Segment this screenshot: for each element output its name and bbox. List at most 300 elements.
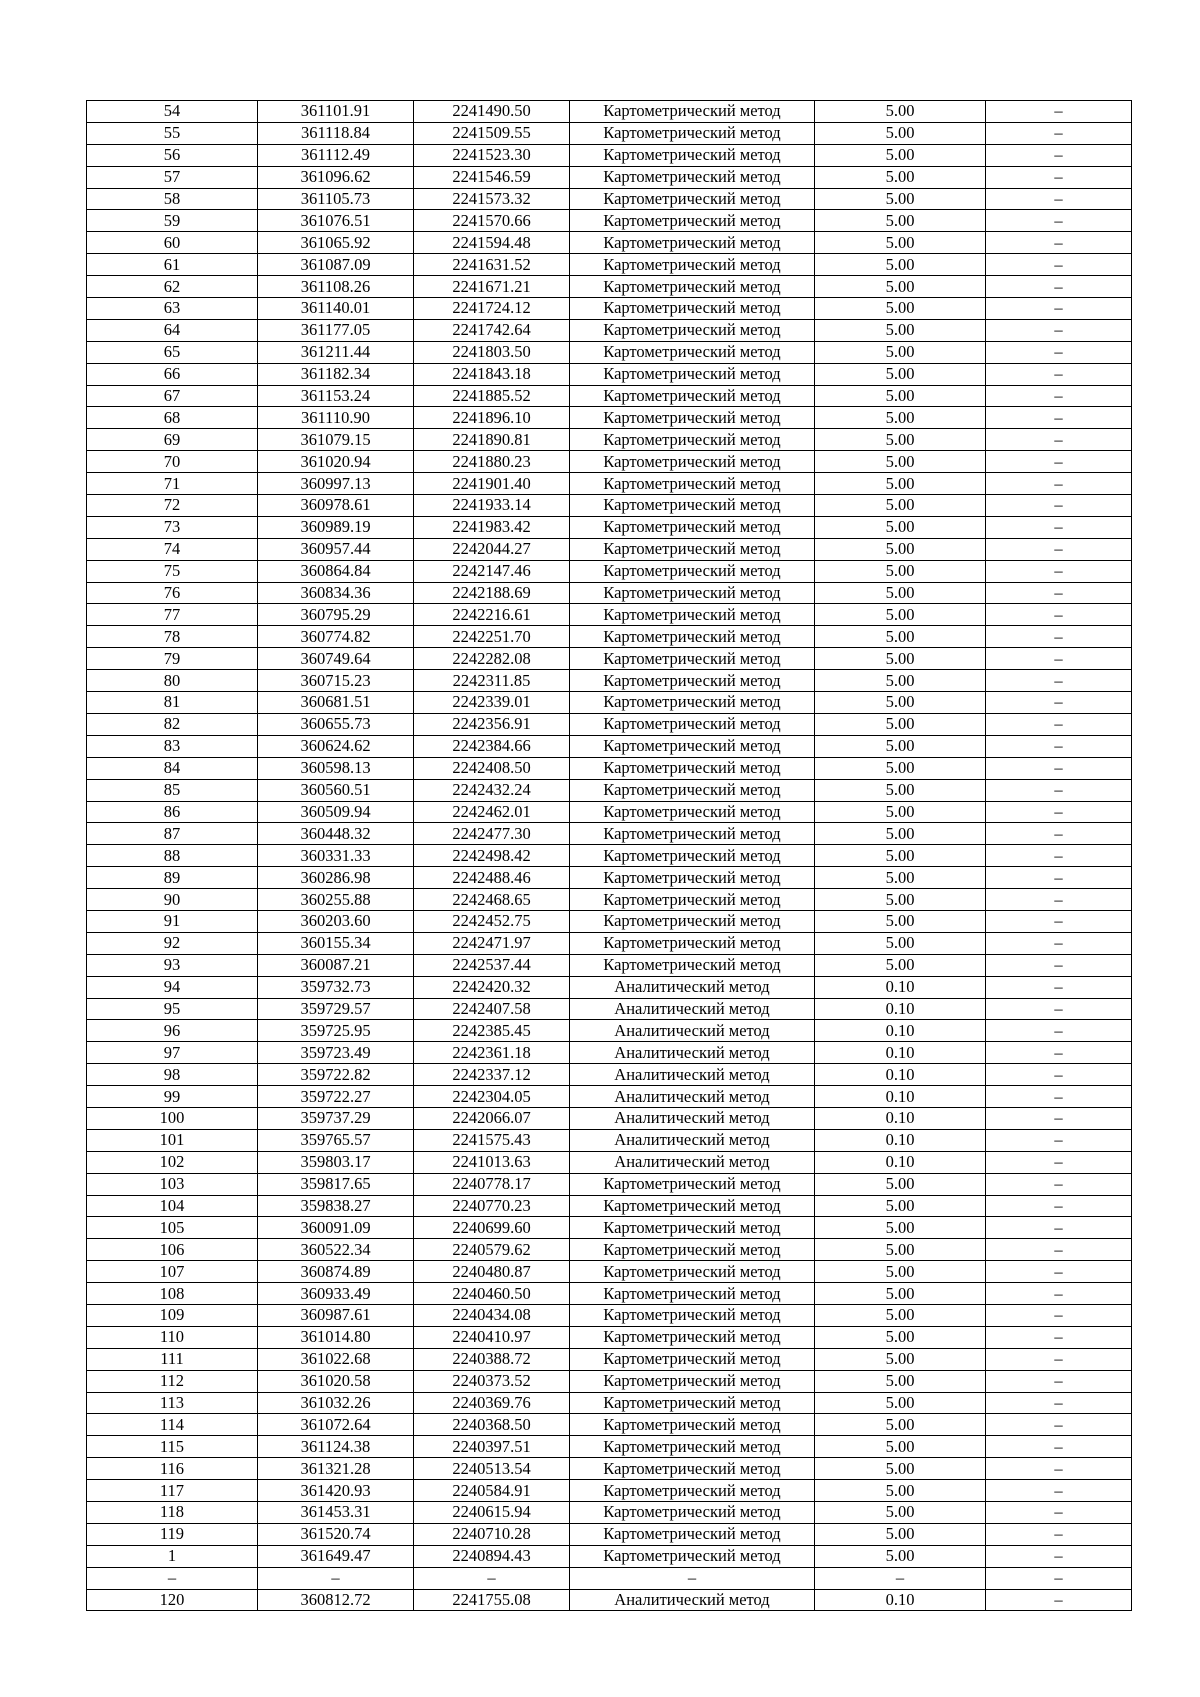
method-cell: Картометрический метод bbox=[570, 451, 815, 473]
y-coordinate-cell: 2241755.08 bbox=[414, 1589, 570, 1611]
method-cell: Картометрический метод bbox=[570, 560, 815, 582]
accuracy-cell: 5.00 bbox=[815, 910, 986, 932]
x-coordinate-cell: 360812.72 bbox=[258, 1589, 414, 1611]
accuracy-cell: 5.00 bbox=[815, 889, 986, 911]
x-coordinate-cell: 360864.84 bbox=[258, 560, 414, 582]
method-cell: Аналитический метод bbox=[570, 998, 815, 1020]
x-coordinate-cell: 359803.17 bbox=[258, 1151, 414, 1173]
description-cell: – bbox=[986, 1348, 1132, 1370]
point-number-cell: 57 bbox=[87, 166, 258, 188]
x-coordinate-cell: 360255.88 bbox=[258, 889, 414, 911]
table-row bbox=[87, 1414, 1132, 1436]
x-coordinate-cell: 360203.60 bbox=[258, 910, 414, 932]
accuracy-cell: 0.10 bbox=[815, 976, 986, 998]
accuracy-cell: 5.00 bbox=[815, 144, 986, 166]
point-number-cell: 67 bbox=[87, 385, 258, 407]
description-cell: – bbox=[986, 516, 1132, 538]
description-cell: – bbox=[986, 1239, 1132, 1261]
method-cell: Картометрический метод bbox=[570, 1239, 815, 1261]
x-coordinate-cell: 361211.44 bbox=[258, 341, 414, 363]
table-row bbox=[87, 298, 1132, 320]
coordinates-table bbox=[86, 100, 1132, 1611]
table-row bbox=[87, 757, 1132, 779]
y-coordinate-cell: 2242537.44 bbox=[414, 954, 570, 976]
accuracy-cell: 5.00 bbox=[815, 604, 986, 626]
point-number-cell: 117 bbox=[87, 1480, 258, 1502]
method-cell: Картометрический метод bbox=[570, 910, 815, 932]
table-row bbox=[87, 341, 1132, 363]
description-cell: – bbox=[986, 823, 1132, 845]
y-coordinate-cell: 2241570.66 bbox=[414, 210, 570, 232]
accuracy-cell: 5.00 bbox=[815, 757, 986, 779]
point-number-cell: 81 bbox=[87, 692, 258, 714]
y-coordinate-cell: 2241843.18 bbox=[414, 363, 570, 385]
method-cell: Картометрический метод bbox=[570, 495, 815, 517]
x-coordinate-cell: 361140.01 bbox=[258, 298, 414, 320]
y-coordinate-cell: 2242384.66 bbox=[414, 735, 570, 757]
accuracy-cell: 5.00 bbox=[815, 298, 986, 320]
accuracy-cell: 5.00 bbox=[815, 495, 986, 517]
method-cell: Картометрический метод bbox=[570, 1348, 815, 1370]
point-number-cell: 115 bbox=[87, 1436, 258, 1458]
accuracy-cell: 5.00 bbox=[815, 1326, 986, 1348]
y-coordinate-cell: 2240480.87 bbox=[414, 1261, 570, 1283]
method-cell: Картометрический метод bbox=[570, 867, 815, 889]
table-row bbox=[87, 1545, 1132, 1567]
y-coordinate-cell: 2242420.32 bbox=[414, 976, 570, 998]
accuracy-cell: 5.00 bbox=[815, 648, 986, 670]
method-cell: Картометрический метод bbox=[570, 692, 815, 714]
point-number-cell: 89 bbox=[87, 867, 258, 889]
y-coordinate-cell: 2241983.42 bbox=[414, 516, 570, 538]
y-coordinate-cell: 2242304.05 bbox=[414, 1086, 570, 1108]
y-coordinate-cell: 2242147.46 bbox=[414, 560, 570, 582]
table-row bbox=[87, 101, 1132, 123]
y-coordinate-cell: 2241724.12 bbox=[414, 298, 570, 320]
table-row bbox=[87, 1107, 1132, 1129]
x-coordinate-cell: 360155.34 bbox=[258, 932, 414, 954]
accuracy-cell: 5.00 bbox=[815, 407, 986, 429]
accuracy-cell: 5.00 bbox=[815, 823, 986, 845]
method-cell: Картометрический метод bbox=[570, 1195, 815, 1217]
accuracy-cell: 5.00 bbox=[815, 1239, 986, 1261]
x-coordinate-cell: 361087.09 bbox=[258, 254, 414, 276]
y-coordinate-cell: 2242408.50 bbox=[414, 757, 570, 779]
x-coordinate-cell: 360834.36 bbox=[258, 582, 414, 604]
description-cell: – bbox=[986, 166, 1132, 188]
table-row bbox=[87, 254, 1132, 276]
method-cell: Картометрический метод bbox=[570, 648, 815, 670]
method-cell: Картометрический метод bbox=[570, 779, 815, 801]
x-coordinate-cell: 360598.13 bbox=[258, 757, 414, 779]
point-number-cell: 90 bbox=[87, 889, 258, 911]
table-row bbox=[87, 626, 1132, 648]
description-cell: – bbox=[986, 867, 1132, 889]
method-cell: Картометрический метод bbox=[570, 801, 815, 823]
method-cell: Картометрический метод bbox=[570, 210, 815, 232]
description-cell: – bbox=[986, 1545, 1132, 1567]
method-cell: Картометрический метод bbox=[570, 626, 815, 648]
point-number-cell: 118 bbox=[87, 1502, 258, 1524]
x-coordinate-cell: 359729.57 bbox=[258, 998, 414, 1020]
y-coordinate-cell: 2241490.50 bbox=[414, 101, 570, 123]
method-cell: Картометрический метод bbox=[570, 1392, 815, 1414]
table-row bbox=[87, 385, 1132, 407]
y-coordinate-cell: 2240579.62 bbox=[414, 1239, 570, 1261]
y-coordinate-cell: 2240397.51 bbox=[414, 1436, 570, 1458]
table-row bbox=[87, 867, 1132, 889]
description-cell: – bbox=[986, 188, 1132, 210]
description-cell: – bbox=[986, 932, 1132, 954]
accuracy-cell: 0.10 bbox=[815, 1042, 986, 1064]
description-cell: – bbox=[986, 604, 1132, 626]
method-cell: Картометрический метод bbox=[570, 1283, 815, 1305]
x-coordinate-cell: 360957.44 bbox=[258, 538, 414, 560]
x-coordinate-cell: 360560.51 bbox=[258, 779, 414, 801]
method-cell: Картометрический метод bbox=[570, 1217, 815, 1239]
y-coordinate-cell: 2240513.54 bbox=[414, 1458, 570, 1480]
method-cell: Картометрический метод bbox=[570, 538, 815, 560]
table-row bbox=[87, 779, 1132, 801]
x-coordinate-cell: 361032.26 bbox=[258, 1392, 414, 1414]
accuracy-cell: 5.00 bbox=[815, 1173, 986, 1195]
table-row bbox=[87, 954, 1132, 976]
description-cell: – bbox=[986, 910, 1132, 932]
method-cell: Картометрический метод bbox=[570, 1173, 815, 1195]
y-coordinate-cell: 2241573.32 bbox=[414, 188, 570, 210]
table-row bbox=[87, 188, 1132, 210]
point-number-cell: 83 bbox=[87, 735, 258, 757]
point-number-cell: 77 bbox=[87, 604, 258, 626]
table-row bbox=[87, 604, 1132, 626]
y-coordinate-cell: 2241885.52 bbox=[414, 385, 570, 407]
y-coordinate-cell: 2240615.94 bbox=[414, 1502, 570, 1524]
description-cell: – bbox=[986, 648, 1132, 670]
y-coordinate-cell: 2242339.01 bbox=[414, 692, 570, 714]
x-coordinate-cell: 360749.64 bbox=[258, 648, 414, 670]
table-row bbox=[87, 713, 1132, 735]
y-coordinate-cell: 2241631.52 bbox=[414, 254, 570, 276]
x-coordinate-cell: 361112.49 bbox=[258, 144, 414, 166]
point-number-cell: 55 bbox=[87, 122, 258, 144]
y-coordinate-cell: 2241890.81 bbox=[414, 429, 570, 451]
description-cell: – bbox=[986, 254, 1132, 276]
x-coordinate-cell: – bbox=[258, 1567, 414, 1589]
x-coordinate-cell: 361020.58 bbox=[258, 1370, 414, 1392]
x-coordinate-cell: 360286.98 bbox=[258, 867, 414, 889]
table-row bbox=[87, 1283, 1132, 1305]
point-number-cell: 113 bbox=[87, 1392, 258, 1414]
accuracy-cell: 5.00 bbox=[815, 582, 986, 604]
point-number-cell: 59 bbox=[87, 210, 258, 232]
method-cell: Картометрический метод bbox=[570, 1436, 815, 1458]
point-number-cell: 107 bbox=[87, 1261, 258, 1283]
table-row bbox=[87, 122, 1132, 144]
description-cell: – bbox=[986, 1283, 1132, 1305]
y-coordinate-cell: 2242066.07 bbox=[414, 1107, 570, 1129]
y-coordinate-cell: 2241523.30 bbox=[414, 144, 570, 166]
x-coordinate-cell: 361182.34 bbox=[258, 363, 414, 385]
x-coordinate-cell: 360448.32 bbox=[258, 823, 414, 845]
x-coordinate-cell: 361101.91 bbox=[258, 101, 414, 123]
description-cell: – bbox=[986, 122, 1132, 144]
y-coordinate-cell: 2241509.55 bbox=[414, 122, 570, 144]
x-coordinate-cell: 361079.15 bbox=[258, 429, 414, 451]
method-cell: Картометрический метод bbox=[570, 1304, 815, 1326]
x-coordinate-cell: 359723.49 bbox=[258, 1042, 414, 1064]
x-coordinate-cell: 361072.64 bbox=[258, 1414, 414, 1436]
table-row bbox=[87, 363, 1132, 385]
accuracy-cell: 5.00 bbox=[815, 101, 986, 123]
accuracy-cell: 5.00 bbox=[815, 538, 986, 560]
accuracy-cell: 5.00 bbox=[815, 779, 986, 801]
x-coordinate-cell: 361124.38 bbox=[258, 1436, 414, 1458]
description-cell: – bbox=[986, 232, 1132, 254]
description-cell: – bbox=[986, 210, 1132, 232]
point-number-cell: 93 bbox=[87, 954, 258, 976]
method-cell: Картометрический метод bbox=[570, 1326, 815, 1348]
accuracy-cell: 5.00 bbox=[815, 1370, 986, 1392]
method-cell: Картометрический метод bbox=[570, 122, 815, 144]
point-number-cell: 94 bbox=[87, 976, 258, 998]
table-row bbox=[87, 1523, 1132, 1545]
point-number-cell: 119 bbox=[87, 1523, 258, 1545]
x-coordinate-cell: 361110.90 bbox=[258, 407, 414, 429]
description-cell: – bbox=[986, 144, 1132, 166]
method-cell: Картометрический метод bbox=[570, 319, 815, 341]
point-number-cell: 79 bbox=[87, 648, 258, 670]
table-row bbox=[87, 1151, 1132, 1173]
description-cell: – bbox=[986, 1458, 1132, 1480]
table-row bbox=[87, 144, 1132, 166]
point-number-cell: 98 bbox=[87, 1064, 258, 1086]
y-coordinate-cell: 2241896.10 bbox=[414, 407, 570, 429]
y-coordinate-cell: 2240368.50 bbox=[414, 1414, 570, 1436]
y-coordinate-cell: 2242488.46 bbox=[414, 867, 570, 889]
y-coordinate-cell: 2242452.75 bbox=[414, 910, 570, 932]
point-number-cell: 87 bbox=[87, 823, 258, 845]
accuracy-cell: 5.00 bbox=[815, 341, 986, 363]
coordinates-table-body bbox=[87, 101, 1132, 1611]
description-cell: – bbox=[986, 757, 1132, 779]
accuracy-cell: 5.00 bbox=[815, 1348, 986, 1370]
description-cell: – bbox=[986, 1392, 1132, 1414]
method-cell: Аналитический метод bbox=[570, 1129, 815, 1151]
description-cell: – bbox=[986, 692, 1132, 714]
method-cell: Картометрический метод bbox=[570, 757, 815, 779]
description-cell: – bbox=[986, 1589, 1132, 1611]
description-cell: – bbox=[986, 1326, 1132, 1348]
method-cell: Картометрический метод bbox=[570, 144, 815, 166]
description-cell: – bbox=[986, 889, 1132, 911]
point-number-cell: 70 bbox=[87, 451, 258, 473]
description-cell: – bbox=[986, 385, 1132, 407]
point-number-cell: 111 bbox=[87, 1348, 258, 1370]
table-row bbox=[87, 1086, 1132, 1108]
description-cell: – bbox=[986, 319, 1132, 341]
accuracy-cell: 5.00 bbox=[815, 1523, 986, 1545]
point-number-cell: 109 bbox=[87, 1304, 258, 1326]
table-row bbox=[87, 1173, 1132, 1195]
method-cell: Картометрический метод bbox=[570, 254, 815, 276]
y-coordinate-cell: 2240770.23 bbox=[414, 1195, 570, 1217]
description-cell: – bbox=[986, 1173, 1132, 1195]
x-coordinate-cell: 360681.51 bbox=[258, 692, 414, 714]
table-row bbox=[87, 801, 1132, 823]
y-coordinate-cell: 2240369.76 bbox=[414, 1392, 570, 1414]
accuracy-cell: 5.00 bbox=[815, 210, 986, 232]
accuracy-cell: 5.00 bbox=[815, 713, 986, 735]
x-coordinate-cell: 360997.13 bbox=[258, 473, 414, 495]
point-number-cell: 92 bbox=[87, 932, 258, 954]
method-cell: Картометрический метод bbox=[570, 954, 815, 976]
table-row bbox=[87, 319, 1132, 341]
description-cell: – bbox=[986, 1523, 1132, 1545]
description-cell: – bbox=[986, 801, 1132, 823]
accuracy-cell: 0.10 bbox=[815, 1020, 986, 1042]
y-coordinate-cell: 2241803.50 bbox=[414, 341, 570, 363]
point-number-cell: 76 bbox=[87, 582, 258, 604]
point-number-cell: 69 bbox=[87, 429, 258, 451]
point-number-cell: 120 bbox=[87, 1589, 258, 1611]
table-row bbox=[87, 407, 1132, 429]
accuracy-cell: 5.00 bbox=[815, 1283, 986, 1305]
table-row bbox=[87, 910, 1132, 932]
accuracy-cell: 5.00 bbox=[815, 1392, 986, 1414]
table-row bbox=[87, 232, 1132, 254]
table-row bbox=[87, 1458, 1132, 1480]
accuracy-cell: 5.00 bbox=[815, 1458, 986, 1480]
x-coordinate-cell: 361177.05 bbox=[258, 319, 414, 341]
point-number-cell: 63 bbox=[87, 298, 258, 320]
accuracy-cell: 5.00 bbox=[815, 932, 986, 954]
description-cell: – bbox=[986, 1261, 1132, 1283]
point-number-cell: 54 bbox=[87, 101, 258, 123]
x-coordinate-cell: 361014.80 bbox=[258, 1326, 414, 1348]
y-coordinate-cell: 2241742.64 bbox=[414, 319, 570, 341]
method-cell: Картометрический метод bbox=[570, 1545, 815, 1567]
y-coordinate-cell: 2242407.58 bbox=[414, 998, 570, 1020]
description-cell: – bbox=[986, 341, 1132, 363]
method-cell: Картометрический метод bbox=[570, 1370, 815, 1392]
x-coordinate-cell: 359722.82 bbox=[258, 1064, 414, 1086]
method-cell: Картометрический метод bbox=[570, 341, 815, 363]
point-number-cell: 62 bbox=[87, 276, 258, 298]
y-coordinate-cell: 2240434.08 bbox=[414, 1304, 570, 1326]
point-number-cell: 108 bbox=[87, 1283, 258, 1305]
description-cell: – bbox=[986, 582, 1132, 604]
accuracy-cell: 0.10 bbox=[815, 1129, 986, 1151]
table-row bbox=[87, 976, 1132, 998]
point-number-cell: 78 bbox=[87, 626, 258, 648]
method-cell: Картометрический метод bbox=[570, 363, 815, 385]
x-coordinate-cell: 360978.61 bbox=[258, 495, 414, 517]
x-coordinate-cell: 360774.82 bbox=[258, 626, 414, 648]
method-cell: Картометрический метод bbox=[570, 516, 815, 538]
method-cell: Картометрический метод bbox=[570, 1523, 815, 1545]
accuracy-cell: 5.00 bbox=[815, 473, 986, 495]
x-coordinate-cell: 360655.73 bbox=[258, 713, 414, 735]
x-coordinate-cell: 361076.51 bbox=[258, 210, 414, 232]
y-coordinate-cell: 2240710.28 bbox=[414, 1523, 570, 1545]
description-cell: – bbox=[986, 1020, 1132, 1042]
table-row bbox=[87, 495, 1132, 517]
description-cell: – bbox=[986, 779, 1132, 801]
y-coordinate-cell: 2241901.40 bbox=[414, 473, 570, 495]
description-cell: – bbox=[986, 451, 1132, 473]
table-row bbox=[87, 1217, 1132, 1239]
y-coordinate-cell: 2242462.01 bbox=[414, 801, 570, 823]
accuracy-cell: 5.00 bbox=[815, 319, 986, 341]
description-cell: – bbox=[986, 298, 1132, 320]
table-row bbox=[87, 823, 1132, 845]
accuracy-cell: 5.00 bbox=[815, 1414, 986, 1436]
table-row bbox=[87, 932, 1132, 954]
table-row bbox=[87, 1239, 1132, 1261]
x-coordinate-cell: 360795.29 bbox=[258, 604, 414, 626]
x-coordinate-cell: 361453.31 bbox=[258, 1502, 414, 1524]
method-cell: Картометрический метод bbox=[570, 298, 815, 320]
x-coordinate-cell: 359765.57 bbox=[258, 1129, 414, 1151]
table-row bbox=[87, 473, 1132, 495]
description-cell: – bbox=[986, 1195, 1132, 1217]
table-row bbox=[87, 166, 1132, 188]
description-cell: – bbox=[986, 495, 1132, 517]
table-row bbox=[87, 998, 1132, 1020]
point-number-cell: 1 bbox=[87, 1545, 258, 1567]
point-number-cell: 105 bbox=[87, 1217, 258, 1239]
method-cell: Картометрический метод bbox=[570, 276, 815, 298]
x-coordinate-cell: 361022.68 bbox=[258, 1348, 414, 1370]
accuracy-cell: – bbox=[815, 1567, 986, 1589]
table-row bbox=[87, 1480, 1132, 1502]
x-coordinate-cell: 359722.27 bbox=[258, 1086, 414, 1108]
method-cell: Картометрический метод bbox=[570, 735, 815, 757]
accuracy-cell: 5.00 bbox=[815, 516, 986, 538]
y-coordinate-cell: 2242337.12 bbox=[414, 1064, 570, 1086]
table-row bbox=[87, 1129, 1132, 1151]
description-cell: – bbox=[986, 1304, 1132, 1326]
table-row bbox=[87, 560, 1132, 582]
description-cell: – bbox=[986, 670, 1132, 692]
table-row bbox=[87, 1502, 1132, 1524]
table-row bbox=[87, 1589, 1132, 1611]
method-cell: Картометрический метод bbox=[570, 932, 815, 954]
table-row bbox=[87, 1261, 1132, 1283]
description-cell: – bbox=[986, 1064, 1132, 1086]
x-coordinate-cell: 360509.94 bbox=[258, 801, 414, 823]
y-coordinate-cell: 2242216.61 bbox=[414, 604, 570, 626]
y-coordinate-cell: 2241594.48 bbox=[414, 232, 570, 254]
accuracy-cell: 5.00 bbox=[815, 276, 986, 298]
accuracy-cell: 0.10 bbox=[815, 1151, 986, 1173]
description-cell: – bbox=[986, 101, 1132, 123]
point-number-cell: 85 bbox=[87, 779, 258, 801]
description-cell: – bbox=[986, 626, 1132, 648]
y-coordinate-cell: 2242044.27 bbox=[414, 538, 570, 560]
point-number-cell: 112 bbox=[87, 1370, 258, 1392]
accuracy-cell: 5.00 bbox=[815, 1480, 986, 1502]
x-coordinate-cell: 359732.73 bbox=[258, 976, 414, 998]
method-cell: Картометрический метод bbox=[570, 823, 815, 845]
description-cell: – bbox=[986, 735, 1132, 757]
description-cell: – bbox=[986, 473, 1132, 495]
table-row bbox=[87, 845, 1132, 867]
description-cell: – bbox=[986, 1086, 1132, 1108]
accuracy-cell: 0.10 bbox=[815, 1589, 986, 1611]
table-row bbox=[87, 1042, 1132, 1064]
method-cell: Картометрический метод bbox=[570, 1480, 815, 1502]
